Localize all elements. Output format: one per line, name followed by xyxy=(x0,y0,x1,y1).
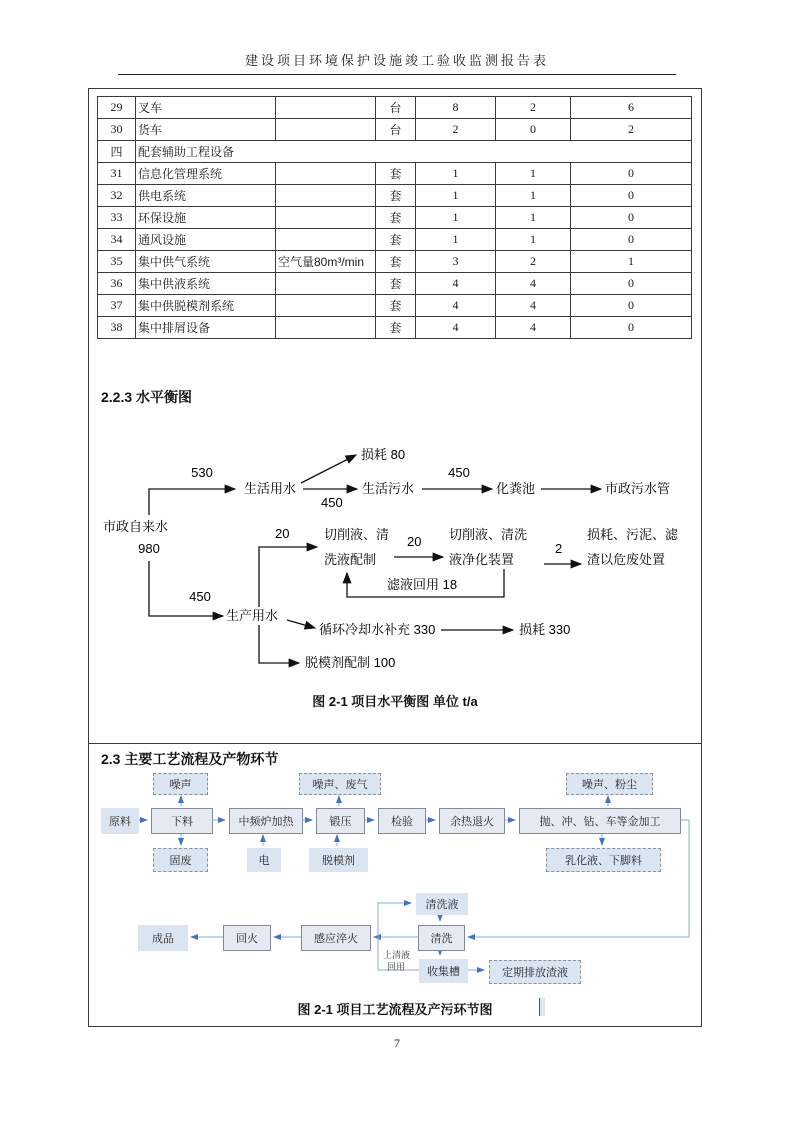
header-rule xyxy=(118,74,676,75)
node-loss-80: 损耗 80 xyxy=(361,447,406,462)
node-production-water: 生产用水 xyxy=(226,608,279,623)
flow-filtrate-reuse-18: 滤液回用 18 xyxy=(387,577,458,592)
flow-450-sewage: 450 xyxy=(321,495,343,510)
flow-450-septic: 450 xyxy=(448,465,470,480)
table-row: 33 环保设施 套 1 1 0 xyxy=(98,207,692,229)
page-number: 7 xyxy=(394,1036,400,1050)
output-solid-waste: 固废 xyxy=(153,848,208,872)
process-flow-caption: 图 2-1 项目工艺流程及产污环节图 xyxy=(297,1002,493,1017)
label-supernatant-line1: 上清液 xyxy=(383,950,411,960)
flow-530: 530 xyxy=(191,465,213,480)
step-machining: 抛、冲、钻、车等金加工 xyxy=(519,808,681,834)
input-release-agent: 脱模剂 xyxy=(309,848,368,872)
table-section-row: 四 配套辅助工程设备 xyxy=(98,141,692,163)
input-electricity: 电 xyxy=(247,848,281,872)
step-blanking: 下料 xyxy=(151,808,213,834)
flow-450-production: 450 xyxy=(189,589,211,604)
node-purifier-line1: 切削液、清洗 xyxy=(449,527,528,542)
content-frame xyxy=(88,88,702,1027)
table-row: 35 集中供气系统 空气量80m³/min 套 3 2 1 xyxy=(98,251,692,273)
node-domestic-sewage: 生活污水 xyxy=(362,481,415,496)
flow-20-prep: 20 xyxy=(275,526,290,541)
output-periodic-discharge: 定期排放渣液 xyxy=(489,960,581,984)
step-cleaning: 清洗 xyxy=(418,925,465,951)
flow-20-purify: 20 xyxy=(407,534,422,549)
water-balance-caption: 图 2-1 项目水平衡图 单位 t/a xyxy=(312,694,478,709)
node-purifier-line2: 液净化装置 xyxy=(449,552,515,567)
node-release-agent-prep-100: 脱模剂配制 100 xyxy=(305,655,396,670)
table-row: 36 集中供液系统 套 4 4 0 xyxy=(98,273,692,295)
step-inspection: 检验 xyxy=(378,808,426,834)
node-hazwaste-line1: 损耗、污泥、滤 xyxy=(587,527,679,542)
output-noise: 噪声 xyxy=(153,773,208,795)
header-title: 建设项目环境保护设施竣工验收监测报告表 xyxy=(244,53,549,68)
node-domestic-water: 生活用水 xyxy=(244,481,297,496)
process-flow-section xyxy=(89,743,701,1027)
water-balance-diagram xyxy=(89,429,701,729)
table-row: 32 供电系统 套 1 1 0 xyxy=(98,185,692,207)
equipment-table xyxy=(97,96,692,339)
table-row: 38 集中排屑设备 套 4 4 0 xyxy=(98,317,692,339)
step-tempering: 回火 xyxy=(223,925,271,951)
node-loss-330: 损耗 330 xyxy=(519,622,571,637)
node-cutting-prep-line1: 切削液、清 xyxy=(324,527,390,542)
table-row: 29 叉车 台 8 2 6 xyxy=(98,97,692,119)
node-septic-tank: 化粪池 xyxy=(496,481,536,496)
process-flow-heading: 2.3 主要工艺流程及产物环节 xyxy=(101,751,279,767)
node-cutting-prep-line2: 洗液配制 xyxy=(324,552,377,567)
step-induction-quenching: 感应淬火 xyxy=(301,925,371,951)
table-row: 34 通风设施 套 1 1 0 xyxy=(98,229,692,251)
step-furnace-heating: 中频炉加热 xyxy=(229,808,303,834)
node-municipal-sewer: 市政污水管 xyxy=(605,481,671,496)
step-raw-material: 原料 xyxy=(101,808,139,834)
node-cooling-makeup-330: 循环冷却水补充 330 xyxy=(319,622,436,637)
water-balance-heading: 2.2.3 水平衡图 xyxy=(101,389,193,405)
node-hazwaste-line2: 渣以危废处置 xyxy=(587,552,666,567)
text-cursor xyxy=(539,998,545,1016)
step-forging: 锻压 xyxy=(316,808,365,834)
label-supernatant-line2: 回用 xyxy=(387,962,406,972)
step-product: 成品 xyxy=(138,925,188,951)
output-noise-gas: 噪声、废气 xyxy=(299,773,381,795)
step-annealing: 余热退火 xyxy=(439,808,505,834)
node-collection-tank: 收集槽 xyxy=(419,959,468,983)
table-row: 37 集中供脱模剂系统 套 4 4 0 xyxy=(98,295,692,317)
flow-2: 2 xyxy=(555,541,563,556)
output-noise-dust: 噪声、粉尘 xyxy=(566,773,653,795)
output-emulsion-scrap: 乳化液、下脚料 xyxy=(546,848,661,872)
table-row: 31 信息化管理系统 套 1 1 0 xyxy=(98,163,692,185)
node-tap-water: 市政自来水 xyxy=(103,519,169,534)
table-row: 30 货车 台 2 0 2 xyxy=(98,119,692,141)
input-cleaning-fluid: 清洗液 xyxy=(416,893,468,915)
flow-980: 980 xyxy=(138,541,160,556)
